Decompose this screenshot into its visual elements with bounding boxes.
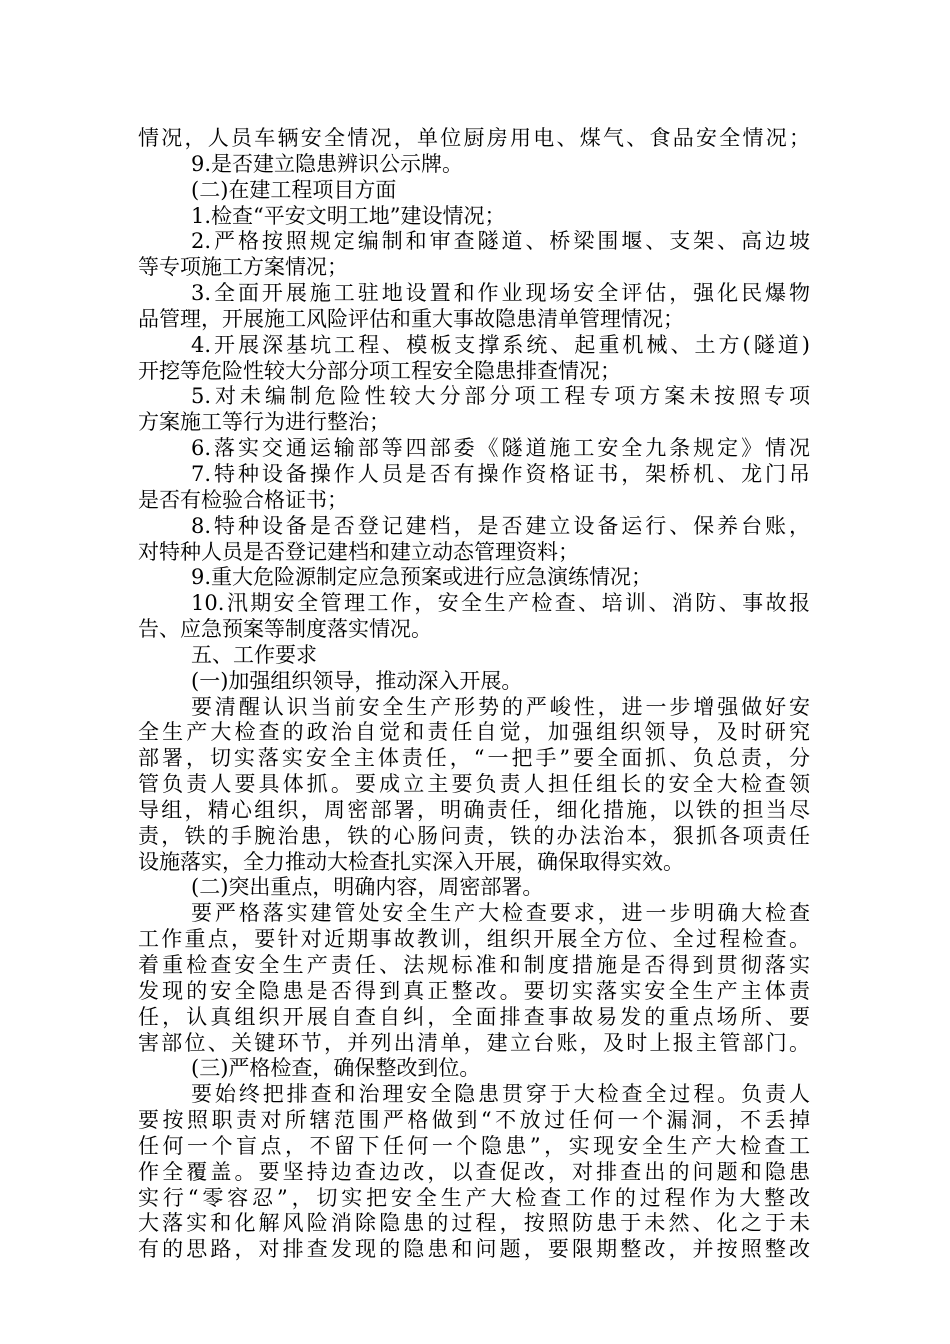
text-line: 害部位、关键环节，并列出清单，建立台账，及时上报主管部门。 [138,1030,810,1055]
text-line: 要按照职责对所辖范围严格做到“不放过任何一个漏洞，不丢掉 [138,1108,810,1133]
text-line: 作全覆盖。要坚持边查边改，以查促改，对排查出的问题和隐患 [138,1159,810,1184]
text-line: 开挖等危险性较大分部分项工程安全隐患排查情况； [138,358,621,383]
text-line: 10.汛期安全管理工作，安全生产检查、培训、消防、事故报 [191,591,810,616]
text-line: 等专项施工方案情况； [138,255,348,280]
text-line: 实行“零容忍”，切实把安全生产大检查工作的过程作为大整改 [138,1185,810,1210]
text-line: 1.检查“平安文明工地”建设情况； [191,203,506,228]
text-line: 工作重点，要针对近期事故教训，组织开展全方位、全过程检查。 [138,927,810,952]
text-line: 管负责人要具体抓。要成立主要负责人担任组长的安全大检查领 [138,772,810,797]
text-line: 情况，人员车辆安全情况，单位厨房用电、煤气、食品安全情况； [138,126,810,150]
text-line: 8.特种设备是否登记建档，是否建立设备运行、保养台账， [191,513,810,538]
text-line: 发现的安全隐患是否得到真正整改。要切实落实安全生产主体责 [138,978,810,1003]
text-line: 3.全面开展施工驻地设置和作业现场安全评估，强化民爆物 [191,281,810,306]
text-line: 6.落实交通运输部等四部委《隧道施工安全九条规定》情况 [191,436,810,461]
text-line: 责，铁的手腕治患，铁的心肠问责，铁的办法治本，狠抓各项责任 [138,823,810,848]
text-line: 任，认真组织开展自查自纠，全面排查事故易发的重点场所、要 [138,1004,810,1029]
text-line: 是否有检验合格证书； [138,487,348,512]
text-line: 告、应急预案等制度落实情况。 [138,617,432,642]
text-line: 对特种人员是否登记建档和建立动态管理资料； [138,539,579,564]
text-line: 9.重大危险源制定应急预案或进行应急演练情况； [191,565,653,590]
text-line: 9.是否建立隐患辨识公示牌。 [191,151,464,176]
text-line: 五、工作要求 [191,642,317,667]
text-line: (二)在建工程项目方面 [191,177,397,202]
text-line: 部署，切实落实安全主体责任，“一把手”要全面抓、负总责，分 [138,746,810,771]
text-line: 要清醒认识当前安全生产形势的严峻性，进一步增强做好安 [191,694,810,719]
text-line: 品管理，开展施工风险评估和重大事故隐患清单管理情况； [138,306,684,331]
text-line: 着重检查安全生产责任、法规标准和制度措施是否得到贯彻落实 [138,953,810,977]
text-line: 设施落实，全力推动大检查扎实深入开展，确保取得实效。 [138,849,684,874]
text-line: 4.开展深基坑工程、模板支撑系统、起重机械、土方(隧道) [191,332,810,357]
document-body [138,126,810,1263]
text-line: (三)严格检查，确保整改到位。 [191,1056,481,1081]
text-line: 全生产大检查的政治自觉和责任自觉，加强组织领导，及时研究 [138,720,810,745]
text-line: 7.特种设备操作人员是否有操作资格证书，架桥机、龙门吊 [191,461,810,486]
text-line: 导组，精心组织，周密部署，明确责任，细化措施，以铁的担当尽 [138,797,810,822]
text-line: 5.对未编制危险性较大分部分项工程专项方案未按照专项 [191,384,810,409]
text-line: 大落实和化解风险消除隐患的过程，按照防患于未然、化之于未 [138,1211,810,1236]
text-line: (二)突出重点，明确内容，周密部署。 [191,875,544,900]
text-line: 有的思路，对排查发现的隐患和问题，要限期整改，并按照整改 [138,1237,810,1262]
text-line: 要始终把排查和治理安全隐患贯穿于大检查全过程。负责人 [191,1082,810,1107]
text-line: 方案施工等行为进行整治； [138,410,390,435]
text-line: 任何一个盲点，不留下任何一个隐患”，实现安全生产大检查工 [138,1133,810,1158]
text-line: (一)加强组织领导，推动深入开展。 [191,668,523,693]
text-line: 要严格落实建管处安全生产大检查要求，进一步明确大检查 [191,901,810,926]
text-line: 2.严格按照规定编制和审查隧道、桥梁围堰、支架、高边坡 [191,229,810,254]
